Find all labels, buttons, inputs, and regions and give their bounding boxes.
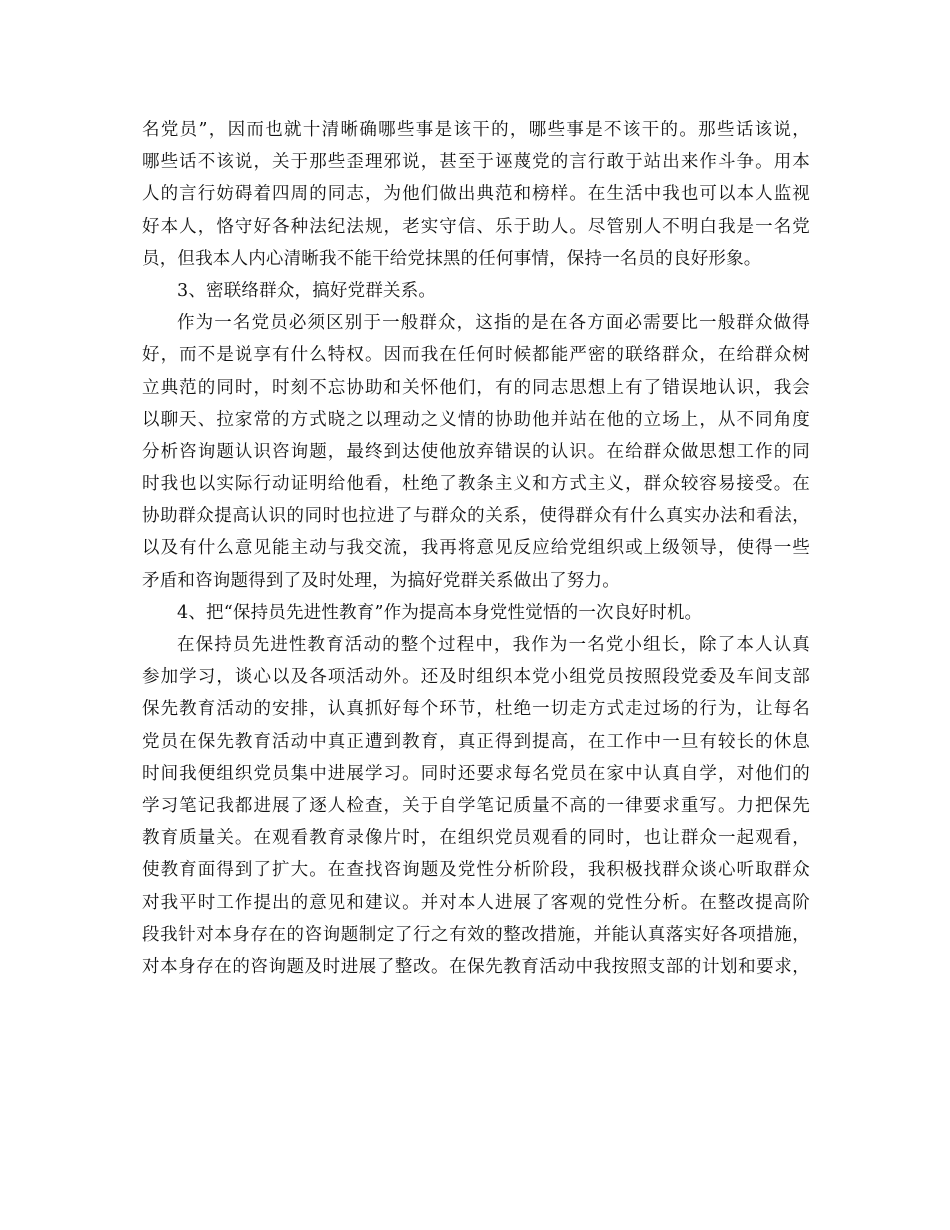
text-line: 使教育面得到了扩大。在查找咨询题及党性分析阶段，我积极找群众谈心听取群众: [142, 860, 810, 881]
text-line: 好本人，恪守好各种法纪法规，老实守信、乐于助人。尽管别人不明白我是一名党: [142, 216, 810, 237]
text-line: 矛盾和咨询题得到了及时处理，为搞好党群关系做出了努力。: [142, 570, 620, 591]
text-line: 名党员”，因而也就十清晰确哪些事是该干的，哪些事是不该干的。那些话该说，: [142, 120, 810, 140]
text-line: 员，但我本人内心清晰我不能干给党抹黑的任何事情，保持一名员的良好形象。: [142, 248, 762, 269]
text-line: 保先教育活动的安排，认真抓好每个环节，杜绝一切走方式走过场的行为，让每名: [142, 699, 810, 720]
text-line: 哪些话不该说，关于那些歪理邪说，甚至于诬蔑党的言行敢于站出来作斗争。用本: [142, 152, 810, 173]
text-line: 对我平时工作提出的意见和建议。并对本人进展了客观的党性分析。在整改提高阶: [142, 892, 810, 913]
text-line: 教育质量关。在观看教育录像片时，在组织党员观看的同时，也让群众一起观看，: [142, 828, 810, 849]
text-line: 学习笔记我都进展了逐人检查，关于自学笔记质量不高的一律要求重写。力把保先: [142, 795, 810, 816]
text-line: 对本身存在的咨询题及时进展了整改。在保先教育活动中我按照支部的计划和要求，: [142, 956, 810, 977]
text-line: 4、把“保持员先进性教育”作为提高本身党性觉悟的一次良好时机。: [177, 602, 703, 623]
text-line: 以聊天、拉家常的方式晓之以理动之义情的协助他并站在他的立场上，从不同角度: [142, 409, 810, 430]
text-line: 党员在保先教育活动中真正遭到教育，真正得到提高，在工作中一旦有较长的休息: [142, 731, 810, 752]
body-text: [142, 114, 810, 983]
text-line: 分析咨询题认识咨询题，最终到达使他放弃错误的认识。在给群众做思想工作的同: [142, 441, 810, 462]
text-line: 参加学习，谈心以及各项活动外。还及时组织本党小组党员按照段党委及车间支部: [142, 667, 810, 688]
text-line: 以及有什么意见能主动与我交流，我再将意见反应给党组织或上级领导，使得一些: [142, 538, 810, 559]
text-line: 好，而不是说享有什么特权。因而我在任何时候都能严密的联络群众，在给群众树: [142, 345, 810, 366]
text-line: 协助群众提高认识的同时也拉进了与群众的关系，使得群众有什么真实办法和看法，: [142, 506, 810, 527]
text-line: 在保持员先进性教育活动的整个过程中，我作为一名党小组长，除了本人认真: [177, 635, 810, 655]
text-line: 时间我便组织党员集中进展学习。同时还要求每名党员在家中认真自学，对他们的: [142, 763, 810, 784]
text-line: 作为一名党员必须区别于一般群众，这指的是在各方面必需要比一般群众做得: [177, 313, 810, 334]
text-line: 3、密联络群众，搞好党群关系。: [177, 280, 437, 301]
text-line: 时我也以实际行动证明给他看，杜绝了教条主义和方式主义，群众较容易接受。在: [142, 474, 810, 495]
text-line: 人的言行妨碍着四周的同志，为他们做出典范和榜样。在生活中我也可以本人监视: [142, 184, 810, 205]
text-line: 立典范的同时，时刻不忘协助和关怀他们，有的同志思想上有了错误地认识，我会: [142, 377, 810, 398]
text-line: 段我针对本身存在的咨询题制定了行之有效的整改措施，并能认真落实好各项措施，: [142, 924, 810, 945]
